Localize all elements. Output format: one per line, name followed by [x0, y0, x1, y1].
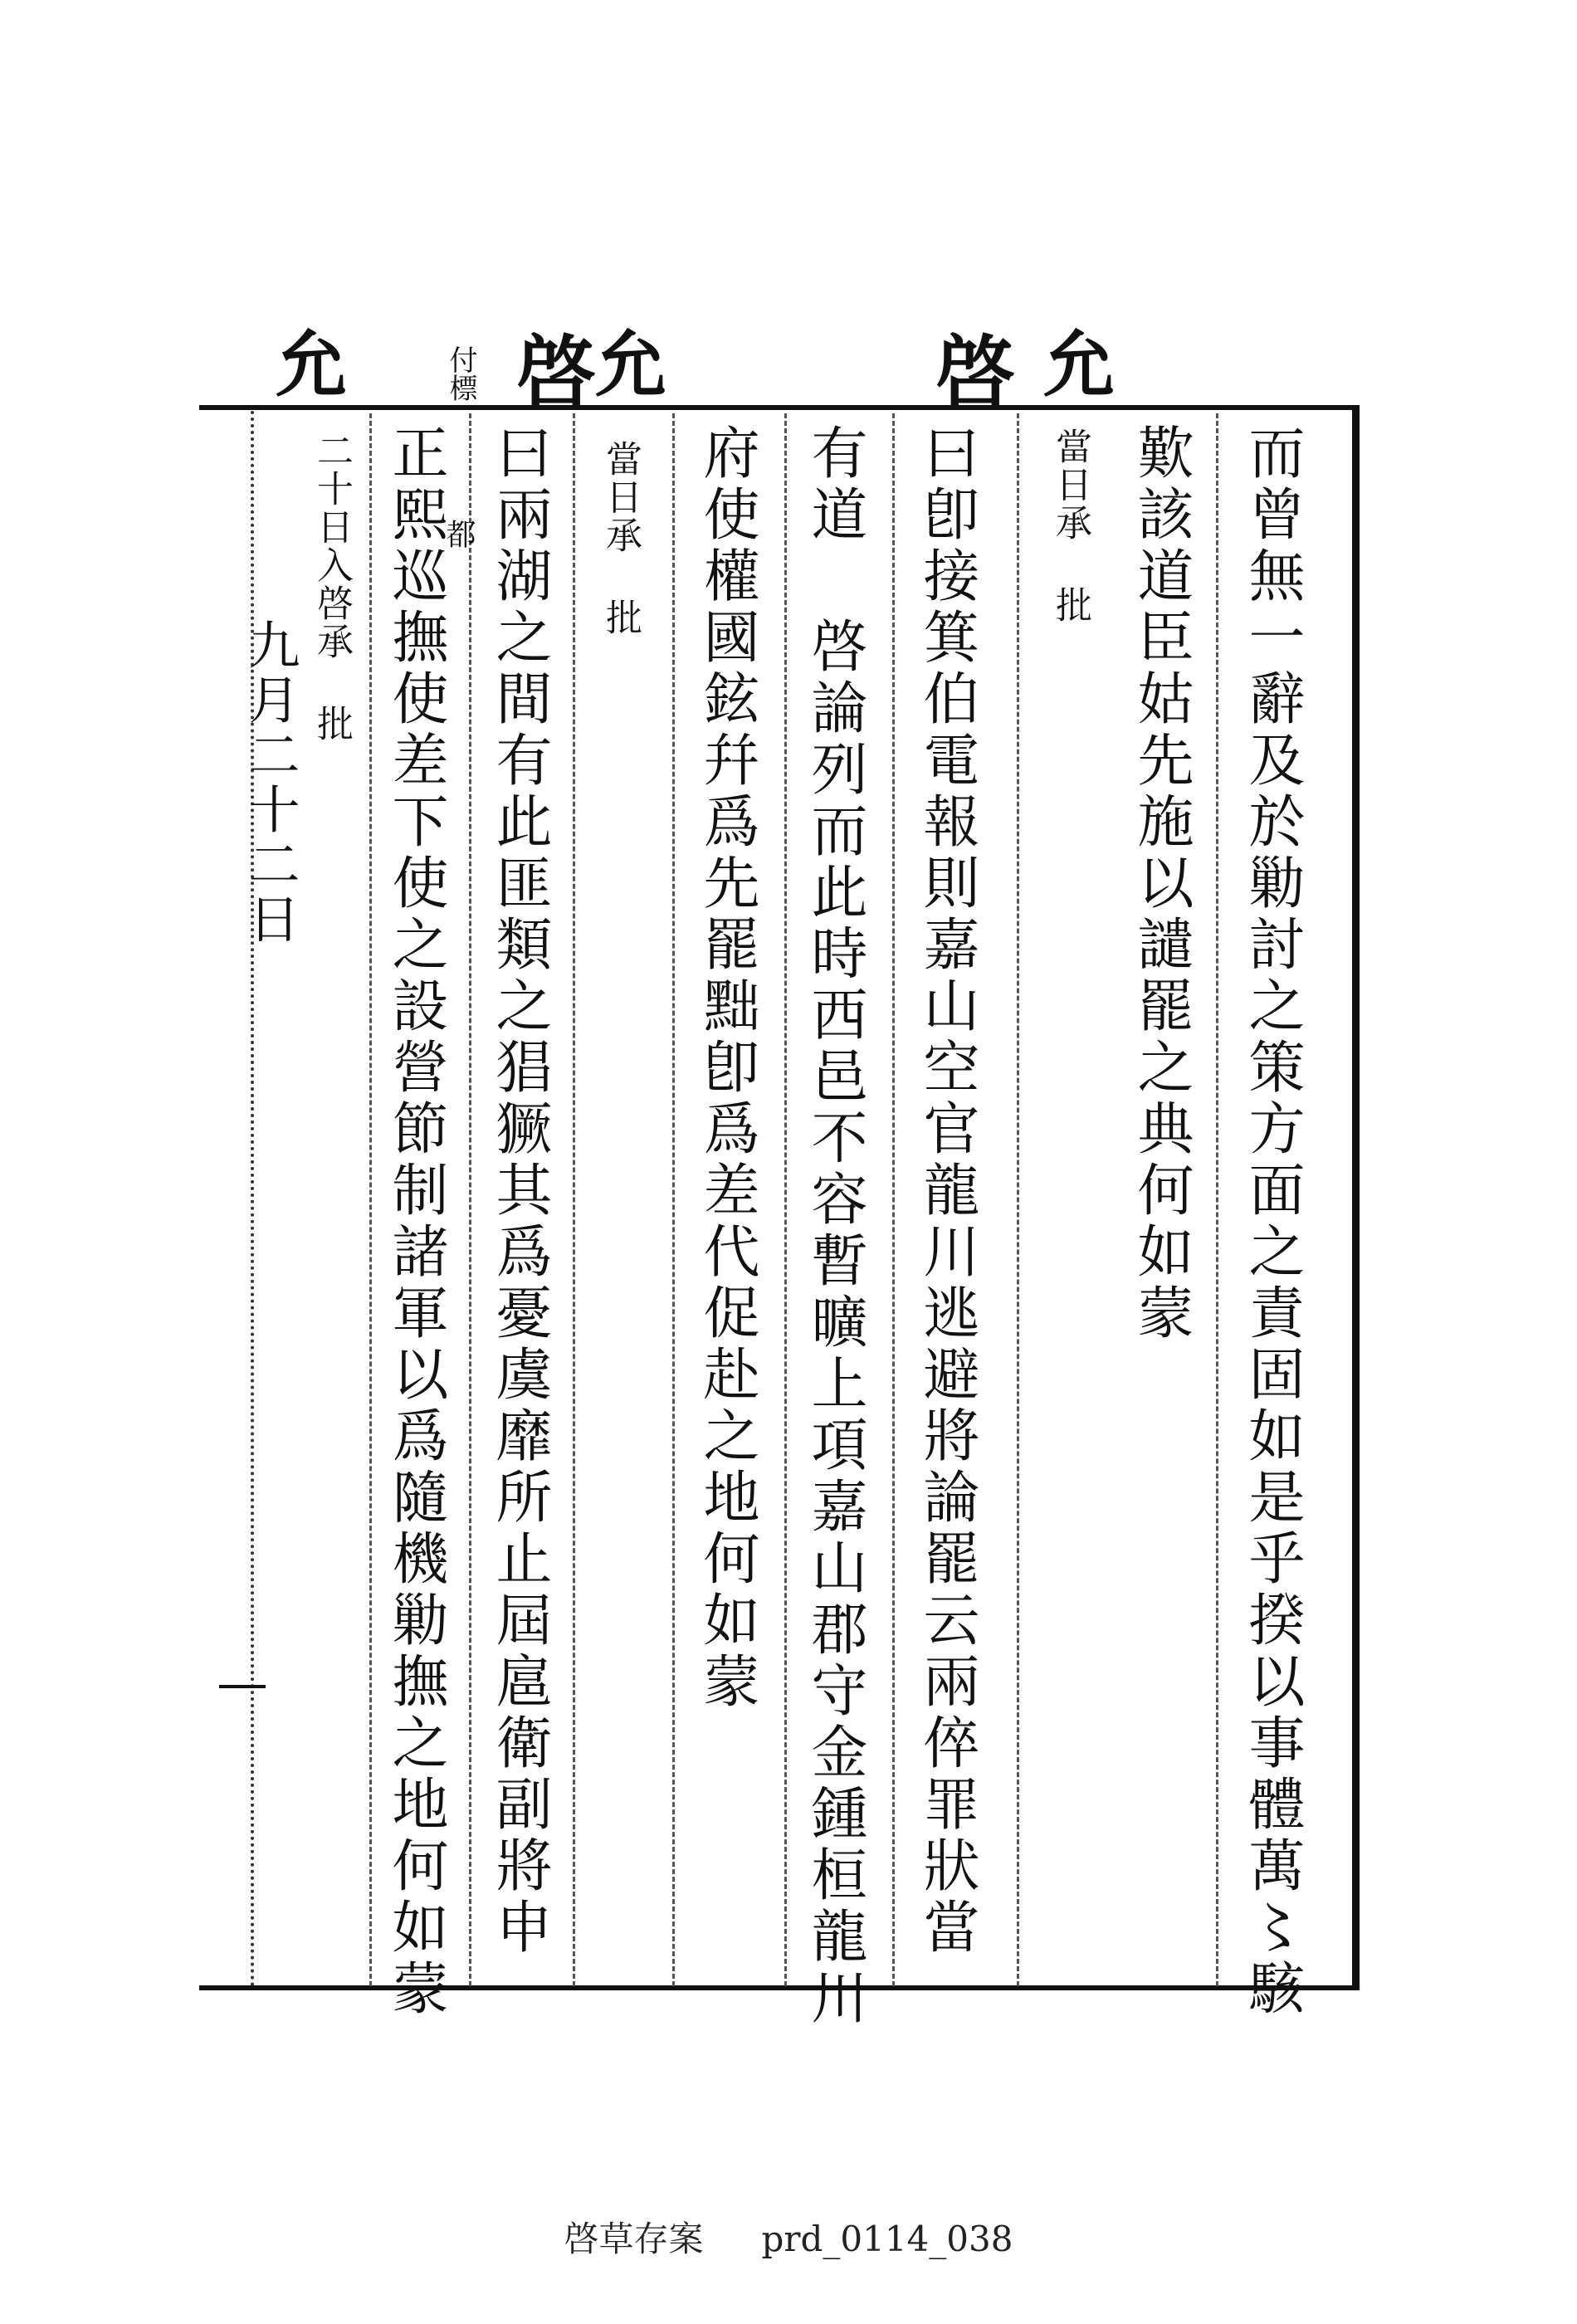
text-column-5: 有道 啓論列而此時西邑不容暫曠上項嘉山郡守金鍾桓龍川: [802, 423, 867, 2029]
frame-left-tick: [219, 1685, 266, 1688]
text-column-8: 曰兩湖之間有此匪類之猖獗其爲憂虞靡所止屆扈衛副將申: [486, 423, 552, 1959]
column-rule: [469, 413, 471, 1986]
top-mark-memorial-left: 啓: [516, 326, 596, 420]
column-rule: [573, 413, 575, 1986]
top-mark-approve-left: 允: [276, 323, 347, 407]
top-mark-memorial-right: 啓: [935, 326, 1015, 420]
top-mark-approve-right: 允: [1043, 323, 1115, 407]
column-rule: [369, 413, 372, 1986]
column-rule: [1017, 413, 1019, 1986]
page-footer: [0, 2212, 1577, 2262]
top-mark-attached-label: 付標: [444, 345, 477, 402]
column-rule: [892, 413, 895, 1986]
column-rule: [784, 413, 787, 1986]
footer-collection-title: 啓草存案: [564, 2219, 704, 2259]
column-rule: [1216, 413, 1218, 1986]
text-column-1: 而曾無一辭及於勦討之策方面之責固如是乎揆以事體萬〻駭: [1239, 423, 1305, 2020]
column-rule: [672, 413, 675, 1986]
text-column-9: 正熙巡撫使差下使之設營節制諸軍以爲隨機勦撫之地何如蒙: [383, 423, 448, 2020]
text-column-9-annotation: 都: [442, 519, 476, 549]
top-mark-approve-middle: 允: [595, 323, 666, 407]
date-column: 九月二十二日: [240, 618, 300, 947]
text-column-4: 曰卽接箕伯電報則嘉山空官龍川逃避將論罷云兩倅罪狀當: [914, 423, 979, 1959]
text-column-7: 當日承 批: [599, 440, 642, 637]
text-column-3: 當日承 批: [1049, 427, 1091, 624]
text-column-6: 府使權國鉉幷爲先罷黜卽爲差代促赴之地何如蒙: [694, 423, 759, 1713]
footer-page-id: prd_0114_038: [761, 2219, 1013, 2259]
text-column-10: 二十日入啓承 批: [310, 432, 353, 743]
text-column-2: 歎該道臣姑先施以譴罷之典何如蒙: [1128, 423, 1194, 1345]
